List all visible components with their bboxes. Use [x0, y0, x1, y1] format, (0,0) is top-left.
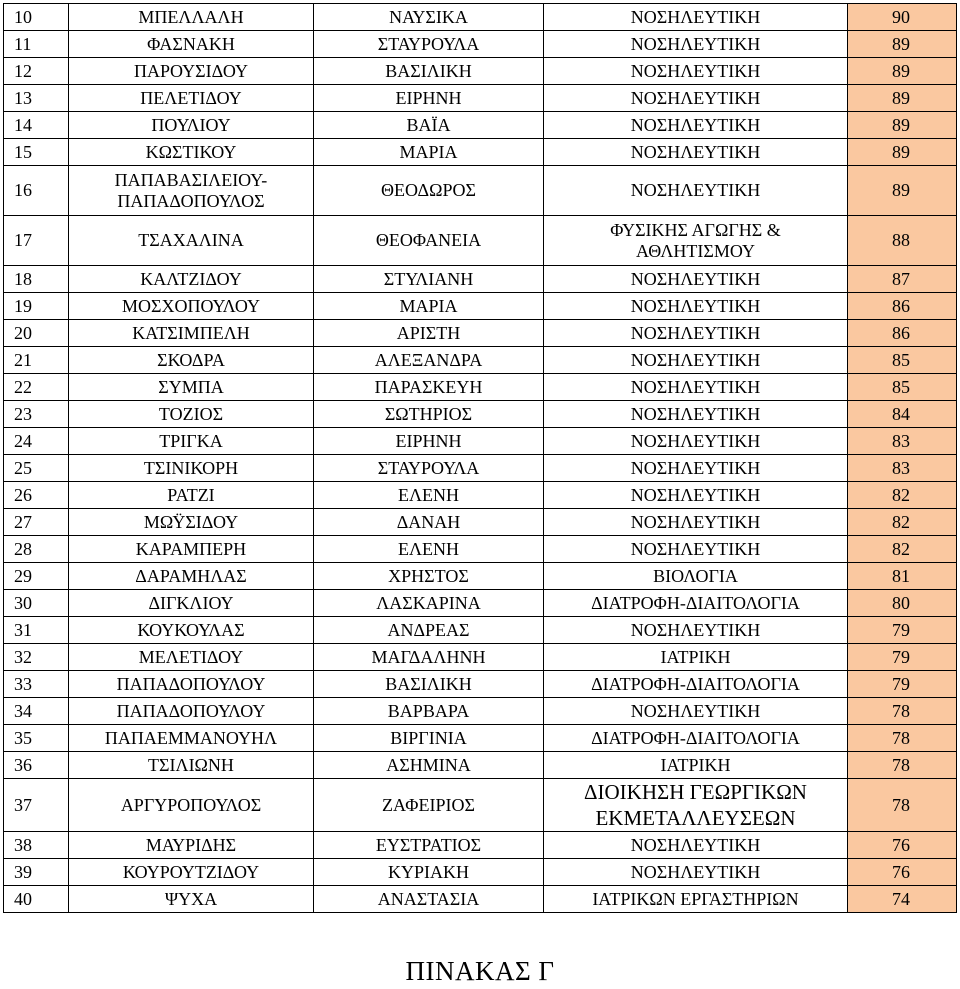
score-cell — [848, 401, 957, 428]
first-name-cell: ΜΑΓΔΑΛΗΝΗ — [314, 644, 544, 671]
surname-cell: ΤΣΑΧΑΛΙΝΑ — [69, 216, 314, 266]
surname-cell: ΠΑΠΑΕΜΜΑΝΟΥΗΛ — [69, 725, 314, 752]
score-cell — [848, 266, 957, 293]
score-value: 89 — [892, 33, 910, 54]
first-name-cell: ΕΛΕΝΗ — [314, 482, 544, 509]
score-cell — [848, 347, 957, 374]
surname-cell: ΚΟΥΡΟΥΤΖΙΔΟΥ — [69, 859, 314, 886]
score-value: 86 — [892, 322, 910, 343]
department-cell: ΝΟΣΗΛΕΥΤΙΚΗ — [544, 58, 848, 85]
score-cell — [848, 374, 957, 401]
row-number-cell: 32 — [4, 644, 69, 671]
score-cell — [848, 31, 957, 58]
row-number-cell: 14 — [4, 112, 69, 139]
department-cell: ΝΟΣΗΛΕΥΤΙΚΗ — [544, 401, 848, 428]
table-row — [4, 644, 957, 671]
score-value: 88 — [892, 230, 910, 250]
score-cell — [848, 617, 957, 644]
department-cell: ΝΟΣΗΛΕΥΤΙΚΗ — [544, 832, 848, 859]
score-value: 78 — [892, 754, 910, 775]
score-value: 85 — [892, 376, 910, 397]
first-name-cell: ΑΝΑΣΤΑΣΙΑ — [314, 886, 544, 913]
department-cell: ΒΙΟΛΟΓΙΑ — [544, 563, 848, 590]
first-name-cell: ΣΤΑΥΡΟΥΛΑ — [314, 31, 544, 58]
department-cell: ΙΑΤΡΙΚΗ — [544, 644, 848, 671]
department-cell: ΝΟΣΗΛΕΥΤΙΚΗ — [544, 31, 848, 58]
score-cell — [848, 509, 957, 536]
first-name-cell: ΚΥΡΙΑΚΗ — [314, 859, 544, 886]
row-number-cell: 13 — [4, 85, 69, 112]
surname-cell: ΤΣΙΛΙΩΝΗ — [69, 752, 314, 779]
department-cell: ΝΟΣΗΛΕΥΤΙΚΗ — [544, 428, 848, 455]
score-cell — [848, 4, 957, 31]
score-value: 82 — [892, 538, 910, 559]
score-value: 89 — [892, 60, 910, 81]
table-row — [4, 536, 957, 563]
table-row — [4, 455, 957, 482]
surname-cell: ΔΑΡΑΜΗΛΑΣ — [69, 563, 314, 590]
score-value: 79 — [892, 619, 910, 640]
first-name-cell: ΘΕΟΦΑΝΕΙΑ — [314, 216, 544, 266]
table-row — [4, 617, 957, 644]
table-row — [4, 58, 957, 85]
table-row — [4, 509, 957, 536]
first-name-cell: ΒΑΣΙΛΙΚΗ — [314, 671, 544, 698]
score-cell — [848, 590, 957, 617]
surname-cell: ΜΕΛΕΤΙΔΟΥ — [69, 644, 314, 671]
surname-cell: ΣΥΜΠΑ — [69, 374, 314, 401]
surname-cell: ΠΑΡΟΥΣΙΔΟΥ — [69, 58, 314, 85]
first-name-cell: ΑΝΔΡΕΑΣ — [314, 617, 544, 644]
table-row — [4, 886, 957, 913]
row-number-cell: 22 — [4, 374, 69, 401]
department-cell: ΝΟΣΗΛΕΥΤΙΚΗ — [544, 617, 848, 644]
first-name-cell: ΝΑΥΣΙΚΑ — [314, 4, 544, 31]
row-number-cell: 26 — [4, 482, 69, 509]
score-cell — [848, 752, 957, 779]
score-cell — [848, 455, 957, 482]
score-value: 76 — [892, 861, 910, 882]
table-row — [4, 139, 957, 166]
surname-cell: ΦΑΣΝΑΚΗ — [69, 31, 314, 58]
department-cell: ΝΟΣΗΛΕΥΤΙΚΗ — [544, 536, 848, 563]
table-row — [4, 428, 957, 455]
first-name-cell: ΧΡΗΣΤΟΣ — [314, 563, 544, 590]
department-cell: ΔΙΑΤΡΟΦΗ-ΔΙΑΙΤΟΛΟΓΙΑ — [544, 725, 848, 752]
first-name-cell: ΒΑΪΑ — [314, 112, 544, 139]
surname-cell: ΡΑΤΖΙ — [69, 482, 314, 509]
score-value: 80 — [892, 592, 910, 613]
score-value: 83 — [892, 457, 910, 478]
row-number-cell: 21 — [4, 347, 69, 374]
table-row — [4, 859, 957, 886]
score-value: 89 — [892, 180, 910, 200]
first-name-cell: ΕΙΡΗΝΗ — [314, 428, 544, 455]
department-cell: ΔΙΟΙΚΗΣΗ ΓΕΩΡΓΙΚΩΝ ΕΚΜΕΤΑΛΛΕΥΣΕΩΝ — [544, 779, 848, 832]
table-row — [4, 320, 957, 347]
score-value: 76 — [892, 834, 910, 855]
department-cell: ΔΙΑΤΡΟΦΗ-ΔΙΑΙΤΟΛΟΓΙΑ — [544, 590, 848, 617]
department-cell: ΝΟΣΗΛΕΥΤΙΚΗ — [544, 320, 848, 347]
department-cell: ΝΟΣΗΛΕΥΤΙΚΗ — [544, 293, 848, 320]
department-cell: ΔΙΑΤΡΟΦΗ-ΔΙΑΙΤΟΛΟΓΙΑ — [544, 671, 848, 698]
score-cell — [848, 112, 957, 139]
score-cell — [848, 644, 957, 671]
score-value: 82 — [892, 511, 910, 532]
table-row — [4, 216, 957, 266]
row-number-cell: 37 — [4, 779, 69, 832]
surname-cell: ΜΠΕΛΛΑΛΗ — [69, 4, 314, 31]
score-value: 79 — [892, 673, 910, 694]
first-name-cell: ΕΥΣΤΡΑΤΙΟΣ — [314, 832, 544, 859]
row-number-cell: 10 — [4, 4, 69, 31]
score-value: 83 — [892, 430, 910, 451]
row-number-cell: 12 — [4, 58, 69, 85]
row-number-cell: 31 — [4, 617, 69, 644]
score-cell — [848, 85, 957, 112]
score-value: 87 — [892, 268, 910, 289]
score-value: 84 — [892, 403, 910, 424]
row-number-cell: 36 — [4, 752, 69, 779]
row-number-cell: 16 — [4, 166, 69, 216]
score-cell — [848, 320, 957, 347]
first-name-cell: ΣΩΤΗΡΙΟΣ — [314, 401, 544, 428]
table-caption: ΠΙΝΑΚΑΣ Γ — [405, 956, 555, 986]
first-name-cell: ΜΑΡΙΑ — [314, 139, 544, 166]
department-cell: ΦΥΣΙΚΗΣ ΑΓΩΓΗΣ & ΑΘΛΗΤΙΣΜΟΥ — [544, 216, 848, 266]
results-table-body — [4, 4, 957, 913]
score-cell — [848, 216, 957, 266]
department-cell: ΝΟΣΗΛΕΥΤΙΚΗ — [544, 266, 848, 293]
first-name-cell: ΒΑΡΒΑΡΑ — [314, 698, 544, 725]
first-name-cell: ΘΕΟΔΩΡΟΣ — [314, 166, 544, 216]
first-name-cell: ΣΤΑΥΡΟΥΛΑ — [314, 455, 544, 482]
score-value: 81 — [892, 565, 910, 586]
score-value: 79 — [892, 646, 910, 667]
department-cell: ΝΟΣΗΛΕΥΤΙΚΗ — [544, 112, 848, 139]
score-value: 78 — [892, 794, 910, 815]
surname-cell: ΔΙΓΚΛΙΟΥ — [69, 590, 314, 617]
row-number-cell: 40 — [4, 886, 69, 913]
table-row — [4, 293, 957, 320]
first-name-cell: ΠΑΡΑΣΚΕΥΗ — [314, 374, 544, 401]
department-cell: ΝΟΣΗΛΕΥΤΙΚΗ — [544, 374, 848, 401]
score-value: 82 — [892, 484, 910, 505]
score-cell — [848, 725, 957, 752]
surname-cell: ΣΚΟΔΡΑ — [69, 347, 314, 374]
table-row — [4, 347, 957, 374]
score-cell — [848, 832, 957, 859]
score-cell — [848, 139, 957, 166]
score-cell — [848, 886, 957, 913]
score-value: 89 — [892, 87, 910, 108]
row-number-cell: 15 — [4, 139, 69, 166]
table-row — [4, 671, 957, 698]
table-row — [4, 401, 957, 428]
surname-cell: ΚΑΤΣΙΜΠΕΛΗ — [69, 320, 314, 347]
score-value: 78 — [892, 727, 910, 748]
score-value: 74 — [892, 888, 910, 909]
surname-cell: ΜΩΫΣΙΔΟΥ — [69, 509, 314, 536]
row-number-cell: 33 — [4, 671, 69, 698]
department-cell: ΝΟΣΗΛΕΥΤΙΚΗ — [544, 509, 848, 536]
table-row — [4, 779, 957, 832]
score-cell — [848, 166, 957, 216]
first-name-cell: ΑΡΙΣΤΗ — [314, 320, 544, 347]
surname-cell: ΚΟΥΚΟΥΛΑΣ — [69, 617, 314, 644]
first-name-cell: ΣΤΥΛΙΑΝΗ — [314, 266, 544, 293]
surname-cell: ΑΡΓΥΡΟΠΟΥΛΟΣ — [69, 779, 314, 832]
score-cell — [848, 779, 957, 832]
score-cell — [848, 671, 957, 698]
table-row — [4, 266, 957, 293]
first-name-cell: ΔΑΝΑΗ — [314, 509, 544, 536]
surname-cell: ΜΑΥΡΙΔΗΣ — [69, 832, 314, 859]
table-row — [4, 590, 957, 617]
surname-cell: ΚΑΡΑΜΠΕΡΗ — [69, 536, 314, 563]
row-number-cell: 29 — [4, 563, 69, 590]
row-number-cell: 38 — [4, 832, 69, 859]
surname-cell: ΠΑΠΑΒΑΣΙΛΕΙΟΥ- ΠΑΠΑΔΟΠΟΥΛΟΣ — [69, 166, 314, 216]
score-cell — [848, 536, 957, 563]
surname-cell: ΨΥΧΑ — [69, 886, 314, 913]
first-name-cell: ΒΙΡΓΙΝΙΑ — [314, 725, 544, 752]
row-number-cell: 25 — [4, 455, 69, 482]
row-number-cell: 20 — [4, 320, 69, 347]
department-cell: ΝΟΣΗΛΕΥΤΙΚΗ — [544, 347, 848, 374]
row-number-cell: 28 — [4, 536, 69, 563]
table-row — [4, 4, 957, 31]
department-cell: ΝΟΣΗΛΕΥΤΙΚΗ — [544, 166, 848, 216]
surname-cell: ΠΟΥΛΙΟΥ — [69, 112, 314, 139]
department-cell: ΝΟΣΗΛΕΥΤΙΚΗ — [544, 698, 848, 725]
score-cell — [848, 428, 957, 455]
row-number-cell: 27 — [4, 509, 69, 536]
table-row — [4, 31, 957, 58]
surname-cell: ΠΕΛΕΤΙΔΟΥ — [69, 85, 314, 112]
row-number-cell: 18 — [4, 266, 69, 293]
surname-cell: ΚΩΣΤΙΚΟΥ — [69, 139, 314, 166]
table-row — [4, 482, 957, 509]
department-cell: ΝΟΣΗΛΕΥΤΙΚΗ — [544, 139, 848, 166]
row-number-cell: 17 — [4, 216, 69, 266]
surname-cell: ΤΟΖΙΟΣ — [69, 401, 314, 428]
row-number-cell: 23 — [4, 401, 69, 428]
department-cell: ΝΟΣΗΛΕΥΤΙΚΗ — [544, 4, 848, 31]
surname-cell: ΜΟΣΧΟΠΟΥΛΟΥ — [69, 293, 314, 320]
first-name-cell: ΑΛΕΞΑΝΔΡΑ — [314, 347, 544, 374]
surname-cell: ΤΣΙΝΙΚΟΡΗ — [69, 455, 314, 482]
first-name-cell: ΛΑΣΚΑΡΙΝΑ — [314, 590, 544, 617]
score-value: 86 — [892, 295, 910, 316]
first-name-cell: ΖΑΦΕΙΡΙΟΣ — [314, 779, 544, 832]
row-number-cell: 35 — [4, 725, 69, 752]
department-cell: ΝΟΣΗΛΕΥΤΙΚΗ — [544, 455, 848, 482]
row-number-cell: 11 — [4, 31, 69, 58]
table-row — [4, 563, 957, 590]
score-value: 89 — [892, 114, 910, 135]
table-row — [4, 374, 957, 401]
table-row — [4, 112, 957, 139]
table-row — [4, 166, 957, 216]
score-cell — [848, 698, 957, 725]
score-value: 78 — [892, 700, 910, 721]
table-row — [4, 698, 957, 725]
first-name-cell: ΜΑΡΙΑ — [314, 293, 544, 320]
surname-cell: ΚΑΛΤΖΙΔΟΥ — [69, 266, 314, 293]
department-cell: ΙΑΤΡΙΚΩΝ ΕΡΓΑΣΤΗΡΙΩΝ — [544, 886, 848, 913]
department-cell: ΝΟΣΗΛΕΥΤΙΚΗ — [544, 482, 848, 509]
table-row — [4, 752, 957, 779]
department-cell: ΙΑΤΡΙΚΗ — [544, 752, 848, 779]
department-cell: ΝΟΣΗΛΕΥΤΙΚΗ — [544, 85, 848, 112]
score-cell — [848, 859, 957, 886]
first-name-cell: ΑΣΗΜΙΝΑ — [314, 752, 544, 779]
row-number-cell: 30 — [4, 590, 69, 617]
score-value: 89 — [892, 141, 910, 162]
score-cell — [848, 482, 957, 509]
surname-cell: ΤΡΙΓΚΑ — [69, 428, 314, 455]
first-name-cell: ΒΑΣΙΛΙΚΗ — [314, 58, 544, 85]
table-row — [4, 85, 957, 112]
first-name-cell: ΕΛΕΝΗ — [314, 536, 544, 563]
row-number-cell: 24 — [4, 428, 69, 455]
score-value: 85 — [892, 349, 910, 370]
row-number-cell: 34 — [4, 698, 69, 725]
surname-cell: ΠΑΠΑΔΟΠΟΥΛΟΥ — [69, 698, 314, 725]
score-cell — [848, 58, 957, 85]
department-cell: ΝΟΣΗΛΕΥΤΙΚΗ — [544, 859, 848, 886]
score-cell — [848, 293, 957, 320]
first-name-cell: ΕΙΡΗΝΗ — [314, 85, 544, 112]
row-number-cell: 39 — [4, 859, 69, 886]
score-cell — [848, 563, 957, 590]
row-number-cell: 19 — [4, 293, 69, 320]
score-value: 90 — [892, 6, 910, 27]
surname-cell: ΠΑΠΑΔΟΠΟΥΛΟΥ — [69, 671, 314, 698]
table-row — [4, 832, 957, 859]
table-row — [4, 725, 957, 752]
results-table — [3, 3, 957, 913]
